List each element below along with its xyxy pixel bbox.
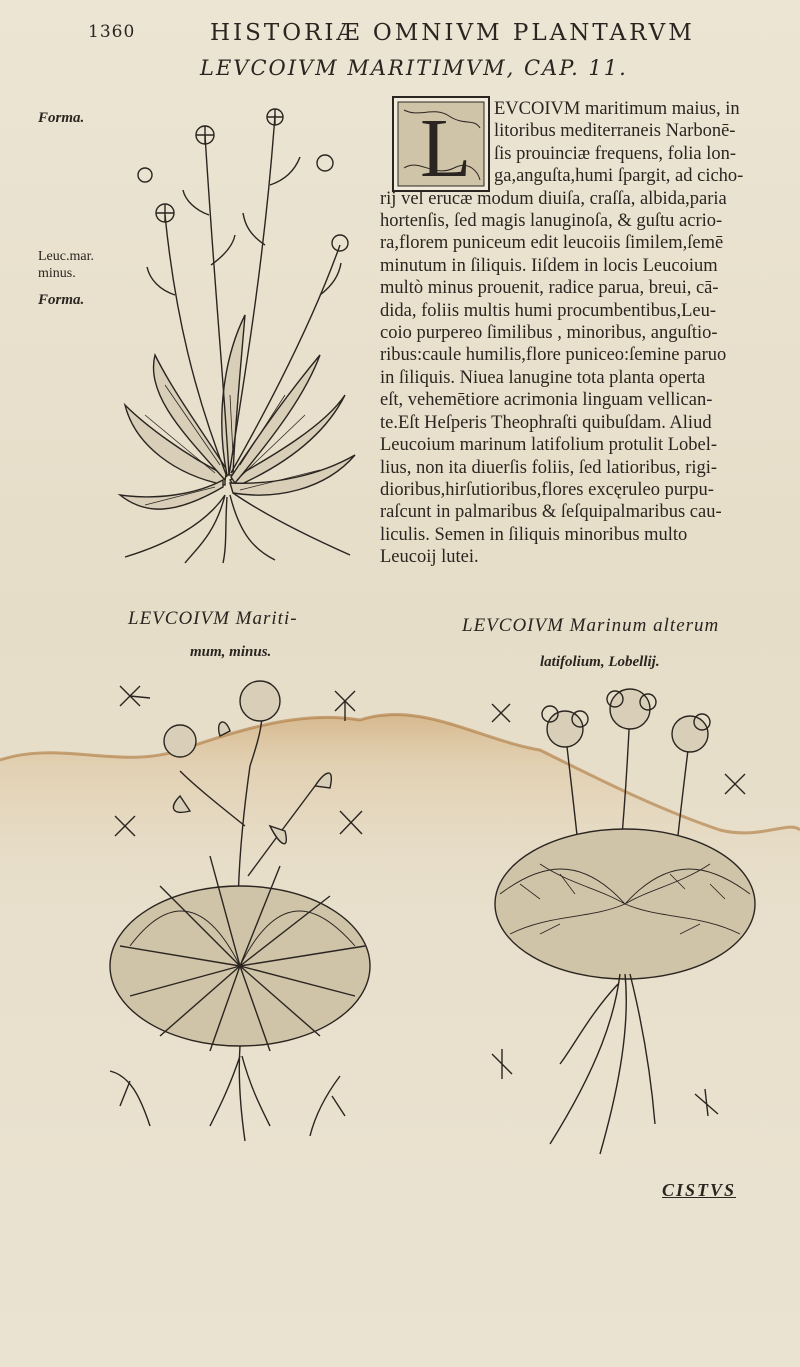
text-line: ga,anguſta,humi ſpargit, ad cicho- bbox=[494, 166, 744, 187]
margin-note-forma-second: Forma. bbox=[38, 292, 85, 308]
woodcut-leucoium-maritimum-minus bbox=[100, 676, 390, 1146]
text-line: lius, non ita diuerſis foliis, ſed latioribus, rigi- bbox=[380, 457, 718, 478]
text-line: liculis. Semen in ſiliquis minoribus multo bbox=[380, 524, 688, 545]
margin-note-leuc-mar: Leuc.mar. bbox=[38, 249, 94, 264]
body-text bbox=[380, 98, 776, 569]
chapter-heading: LEVCOIVM MARITIMVM, CAP. 11. bbox=[200, 56, 628, 80]
caption-left-line1: LEVCOIVM Mariti- bbox=[128, 608, 298, 629]
initial-letter: L bbox=[420, 102, 472, 190]
running-title: HISTORIÆ OMNIVM PLANTARVM bbox=[210, 20, 695, 46]
text-line: ribus:caule humilis,flore puniceo:ſemine paruo bbox=[380, 345, 727, 366]
catchword: CISTVS bbox=[662, 1180, 737, 1200]
text-line: multò minus prouenit, radice parua, breui, cā- bbox=[380, 278, 719, 299]
page-number: 1360 bbox=[88, 22, 136, 42]
text-line: raſcunt in palmaribus & ſeſquipalmaribus cau- bbox=[380, 502, 722, 523]
caption-left-line2: mum, minus. bbox=[190, 644, 272, 660]
caption-right-line1: LEVCOIVM Marinum alterum bbox=[462, 615, 720, 636]
text-line: litoribus mediterraneis Narbonē- bbox=[494, 121, 736, 142]
text-line: EVCOIVM maritimum maius, in bbox=[494, 99, 740, 119]
text-line: in ſiliquis. Niuea lanugine tota planta operta bbox=[380, 367, 706, 388]
text-line: ſis prouinciæ frequens, folia lon- bbox=[494, 143, 736, 164]
margin-note-forma: Forma. bbox=[38, 110, 85, 126]
text-line: te.Eſt Heſperis Theophraſti quibuſdam. Aliud bbox=[380, 412, 712, 433]
margin-note-minus: minus. bbox=[38, 266, 76, 281]
text-line: minutum in ſiliquis. Iiſdem in locis Leucoium bbox=[380, 255, 718, 276]
text-line: ra,florem puniceum edit leucoiis ſimilem,ſemē bbox=[380, 233, 724, 254]
text-line: coio purpereo ſimilibus , minoribus, anguſtio- bbox=[380, 323, 718, 344]
woodcut-leucoium-marinum-latifolium bbox=[480, 684, 770, 1160]
page-header bbox=[0, 14, 800, 54]
text-line: dida, foliis multis humi procumbentibus,Leu- bbox=[380, 300, 717, 321]
text-line: Leucoij lutei. bbox=[380, 547, 479, 568]
text-line: dioribus,hirſutioribus,flores excęruleo purpu- bbox=[380, 479, 714, 500]
woodcut-leucoium-maritimum bbox=[105, 95, 367, 565]
text-line: hortenſis, ſed magis lanuginoſa, & guſtu acrio- bbox=[380, 211, 723, 232]
text-line: Leucoium marinum latifolium protulit Lobel- bbox=[380, 435, 718, 456]
text-line: eſt, vehemētiore acrimonia linguam vellican- bbox=[380, 390, 713, 411]
text-line: rij vel erucæ modum diuiſa, craſſa, albida,paria bbox=[380, 188, 727, 209]
caption-right-line2: latifolium, Lobellij. bbox=[540, 654, 660, 670]
